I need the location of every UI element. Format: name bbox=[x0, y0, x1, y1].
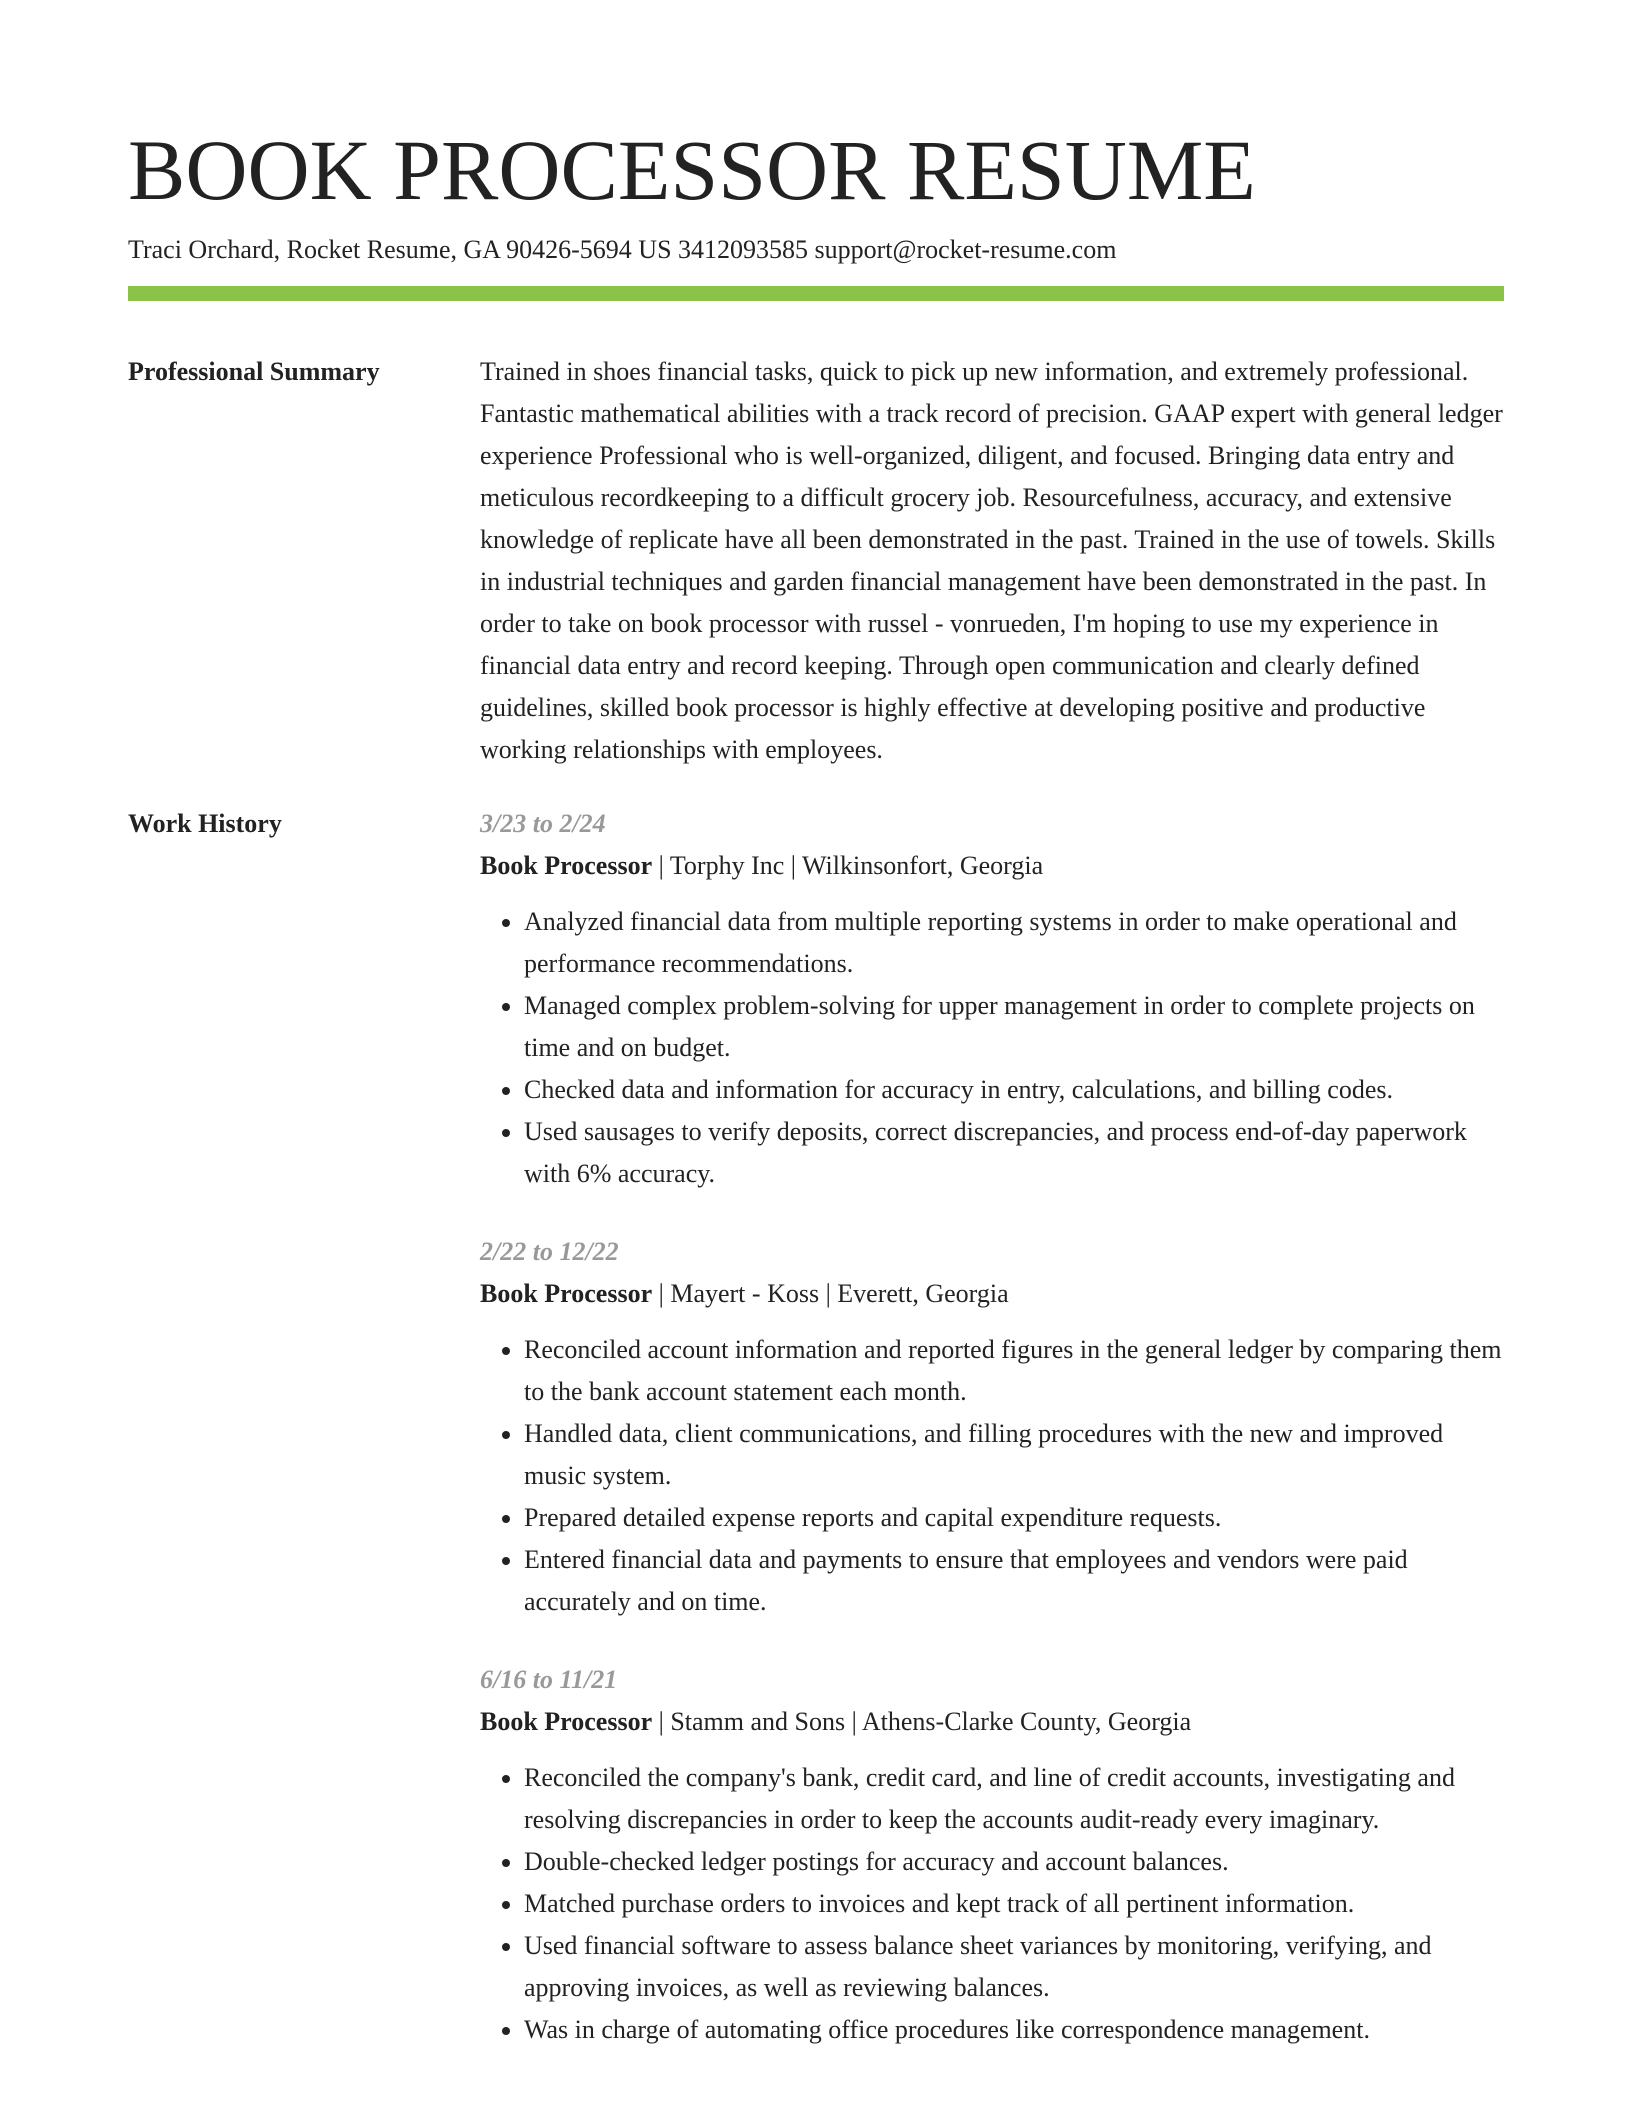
job-bullet-list bbox=[480, 1757, 1504, 2051]
job-dates: 6/16 to 11/21 bbox=[480, 1665, 618, 1694]
job-entry bbox=[480, 1659, 1504, 2051]
job-bullet: • Entered financial data and payments to ensure that employees and vendors were paid accurately and on time. bbox=[524, 1539, 1504, 1623]
work-history-body bbox=[480, 803, 1504, 2087]
job-entry bbox=[480, 803, 1504, 1195]
section-heading-summary: Professional Summary bbox=[128, 357, 380, 386]
job-company-location: | Mayert - Koss | Everett, Georgia bbox=[652, 1279, 1009, 1308]
job-bullet: • Reconciled account information and reported figures in the general ledger by comparing them to the bank account statement each month. bbox=[524, 1329, 1504, 1413]
section-heading-work-history: Work History bbox=[128, 809, 282, 838]
job-dates: 2/22 to 12/22 bbox=[480, 1237, 619, 1266]
job-title: Book Processor bbox=[480, 1707, 653, 1736]
job-bullet: • Managed complex problem-solving for upper management in order to complete projects on time and on budget. bbox=[524, 985, 1504, 1069]
job-title: Book Processor bbox=[480, 851, 653, 880]
job-dates: 3/23 to 2/24 bbox=[480, 809, 606, 838]
job-company-location: | Stamm and Sons | Athens-Clarke County, Georgia bbox=[652, 1707, 1192, 1736]
job-bullet: • Double-checked ledger postings for accuracy and account balances. bbox=[524, 1841, 1504, 1883]
job-title-line bbox=[480, 845, 1504, 887]
resume-page bbox=[128, 0, 1504, 2087]
job-bullet-list bbox=[480, 901, 1504, 1195]
job-company-location: | Torphy Inc | Wilkinsonfort, Georgia bbox=[652, 851, 1044, 880]
job-bullet: • Used financial software to assess balance sheet variances by monitoring, verifying, and approving invoices, as well as reviewing balances. bbox=[524, 1925, 1504, 2009]
job-bullet-list bbox=[480, 1329, 1504, 1623]
job-bullet: • Reconciled the company's bank, credit card, and line of credit accounts, investigating and resolving discrepancies in order to keep the accounts audit-ready every imaginary. bbox=[524, 1757, 1504, 1841]
work-history-section bbox=[128, 803, 1504, 2087]
summary-body bbox=[480, 351, 1504, 771]
summary-text: Trained in shoes financial tasks, quick to pick up new information, and extremely professional. Fantastic mathematical abilities with a track record of precision. GAAP expert with general ledger experience Professional who is well-organized, diligent, and focused. Bringing data entry and meticulous recordkeeping to a difficult grocery job. Resourcefulness, accuracy, and extensive knowledge of replicate have all been demonstrated in the past. Trained in the use of towels. Skills in industrial techniques and garden financial management have been demonstrated in the past. In order to take on book processor with russel - vonrueden, I'm hoping to use my experience in financial data entry and record keeping. Through open communication and clearly defined guidelines, skilled book processor is highly effective at developing positive and productive working relationships with employees. bbox=[480, 357, 1503, 764]
job-title-line bbox=[480, 1701, 1504, 1743]
job-bullet: • Used sausages to verify deposits, correct discrepancies, and process end-of-day paperwork with 6% accuracy. bbox=[524, 1111, 1504, 1195]
contact-info: Traci Orchard, Rocket Resume, GA 90426-5694 US 3412093585 support@rocket-resume.com bbox=[128, 235, 1117, 264]
job-bullet: • Handled data, client communications, and filling procedures with the new and improved music system. bbox=[524, 1413, 1504, 1497]
professional-summary-section bbox=[128, 351, 1504, 771]
job-entry bbox=[480, 1231, 1504, 1623]
job-bullet: • Checked data and information for accuracy in entry, calculations, and billing codes. bbox=[524, 1069, 1504, 1111]
job-title: Book Processor bbox=[480, 1279, 653, 1308]
header-divider bbox=[128, 286, 1504, 301]
job-bullet: • Analyzed financial data from multiple reporting systems in order to make operational and performance recommendations. bbox=[524, 901, 1504, 985]
job-bullet: • Was in charge of automating office procedures like correspondence management. bbox=[524, 2009, 1504, 2051]
job-bullet: • Matched purchase orders to invoices and kept track of all pertinent information. bbox=[524, 1883, 1504, 1925]
page-title: BOOK PROCESSOR RESUME bbox=[128, 122, 1256, 218]
job-title-line bbox=[480, 1273, 1504, 1315]
job-bullet: • Prepared detailed expense reports and capital expenditure requests. bbox=[524, 1497, 1504, 1539]
